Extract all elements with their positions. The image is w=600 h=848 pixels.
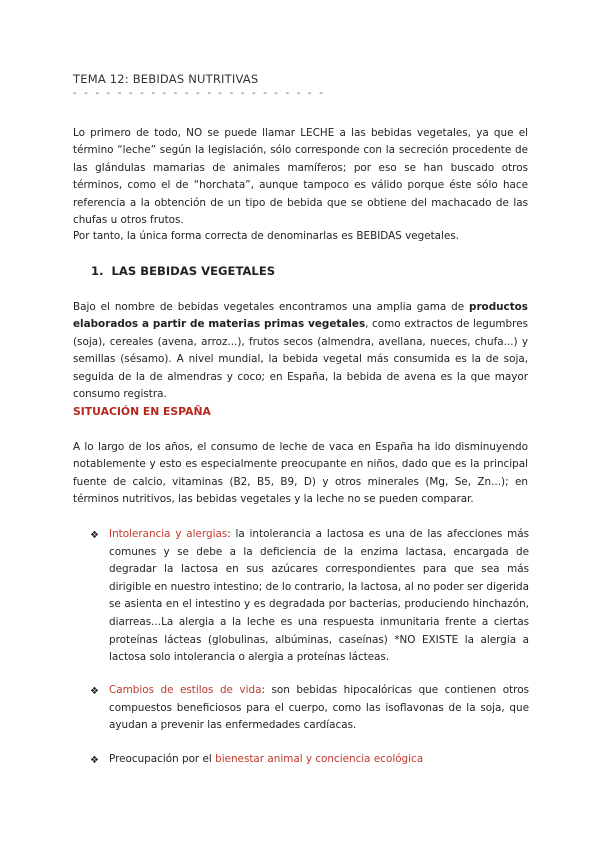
- bullet-accent: Intolerancia y alergias: [109, 528, 228, 540]
- bullet-accent: Cambios de estilos de vida: [109, 684, 262, 696]
- document-title: TEMA 12: BEBIDAS NUTRITIVAS: [73, 72, 259, 86]
- paragraph-end: , como extractos de legumbres (soja), cereales (avena, arroz...), frutos secos (almendra, avellana, nueces, chufa...) y semillas (sésamo). A nivel mundial, la bebida vegetal más consumida es la de soja, seguida de la de almendras y coco; en España, la bebida de avena es la que mayor consumo registra.: [73, 318, 528, 401]
- bullet-lifestyle: [109, 682, 529, 735]
- bullet-animal-welfare: [109, 751, 529, 769]
- bullet-accent: bienestar animal y conciencia ecológica: [215, 753, 424, 765]
- bullet-intolerance: [109, 526, 529, 667]
- bullet-text: : son bebidas hipocalóricas que contienen otros compuestos beneficiosos para el cuerpo, como las isoflavonas de la soja, que ayudan a prevenir las enfermedades cardíacas.: [109, 684, 529, 732]
- vegetable-drinks-paragraph: [73, 299, 528, 403]
- paragraph-bold: productos elaborados a partir de materias primas vegetales: [73, 301, 528, 331]
- subsection-heading: SITUACIÓN EN ESPAÑA: [73, 405, 211, 418]
- paragraph-start: Bajo el nombre de bebidas vegetales encontramos una amplia gama de: [73, 301, 469, 313]
- section-title: LAS BEBIDAS VEGETALES: [111, 264, 276, 278]
- section-number: 1.: [91, 264, 104, 278]
- bullet-text: : la intolerancia a lactosa es una de las afecciones más comunes y se debe a la deficiencia de la enzima lactasa, encargada de degradar la lactosa en sus azúcares correspondientes para que sea más dirigible en nuestro intestino; de lo contrario, la lactosa, al no poder ser digerida se asienta en el intestino y es degradada por bacterias, produciendo hinchazón, diarreas...La alergia a la leche es una respuesta inmunitaria frente a ciertas proteínas lácteas (globulinas, albúminas, caseínas) *NO EXISTE la alergia a lactosa solo intolerancia o alergia a proteínas lácteas.: [109, 528, 529, 664]
- diamond-bullet-icon: ❖: [90, 686, 99, 697]
- intro-paragraph: Lo primero de todo, NO se puede llamar LECHE a las bebidas vegetales, ya que el término “leche” según la legislación, sólo corresponde con la secreción procedente de las glándulas mamarias de animales mamíferos; por eso se han buscado otros términos, como el de “horchata”, aunque tampoco es válido porque éste sólo hace referencia a la obtención de un tipo de bebida que se obtiene del machacado de las chufas u otros frutos.: [73, 127, 528, 227]
- section-heading: [91, 264, 275, 278]
- bullet-prefix: Preocupación por el: [109, 753, 216, 765]
- title-underline: - - - - - - - - - - - - - - - - - - - - - - -: [73, 88, 325, 99]
- spain-paragraph: A lo largo de los años, el consumo de leche de vaca en España ha ido disminuyendo notablemente y esto es especialmente preocupante en niños, dado que es la principal fuente de calcio, vitaminas (B2, B5, B9, D) y otros minerales (Mg, Se, Zn...); en términos nutritivos, las bebidas vegetales y la leche no se pueden comparar.: [73, 441, 528, 506]
- diamond-bullet-icon: ❖: [90, 530, 99, 541]
- conclusion-paragraph: Por tanto, la única forma correcta de denominarlas es BEBIDAS vegetales.: [73, 230, 460, 242]
- diamond-bullet-icon: ❖: [90, 755, 99, 766]
